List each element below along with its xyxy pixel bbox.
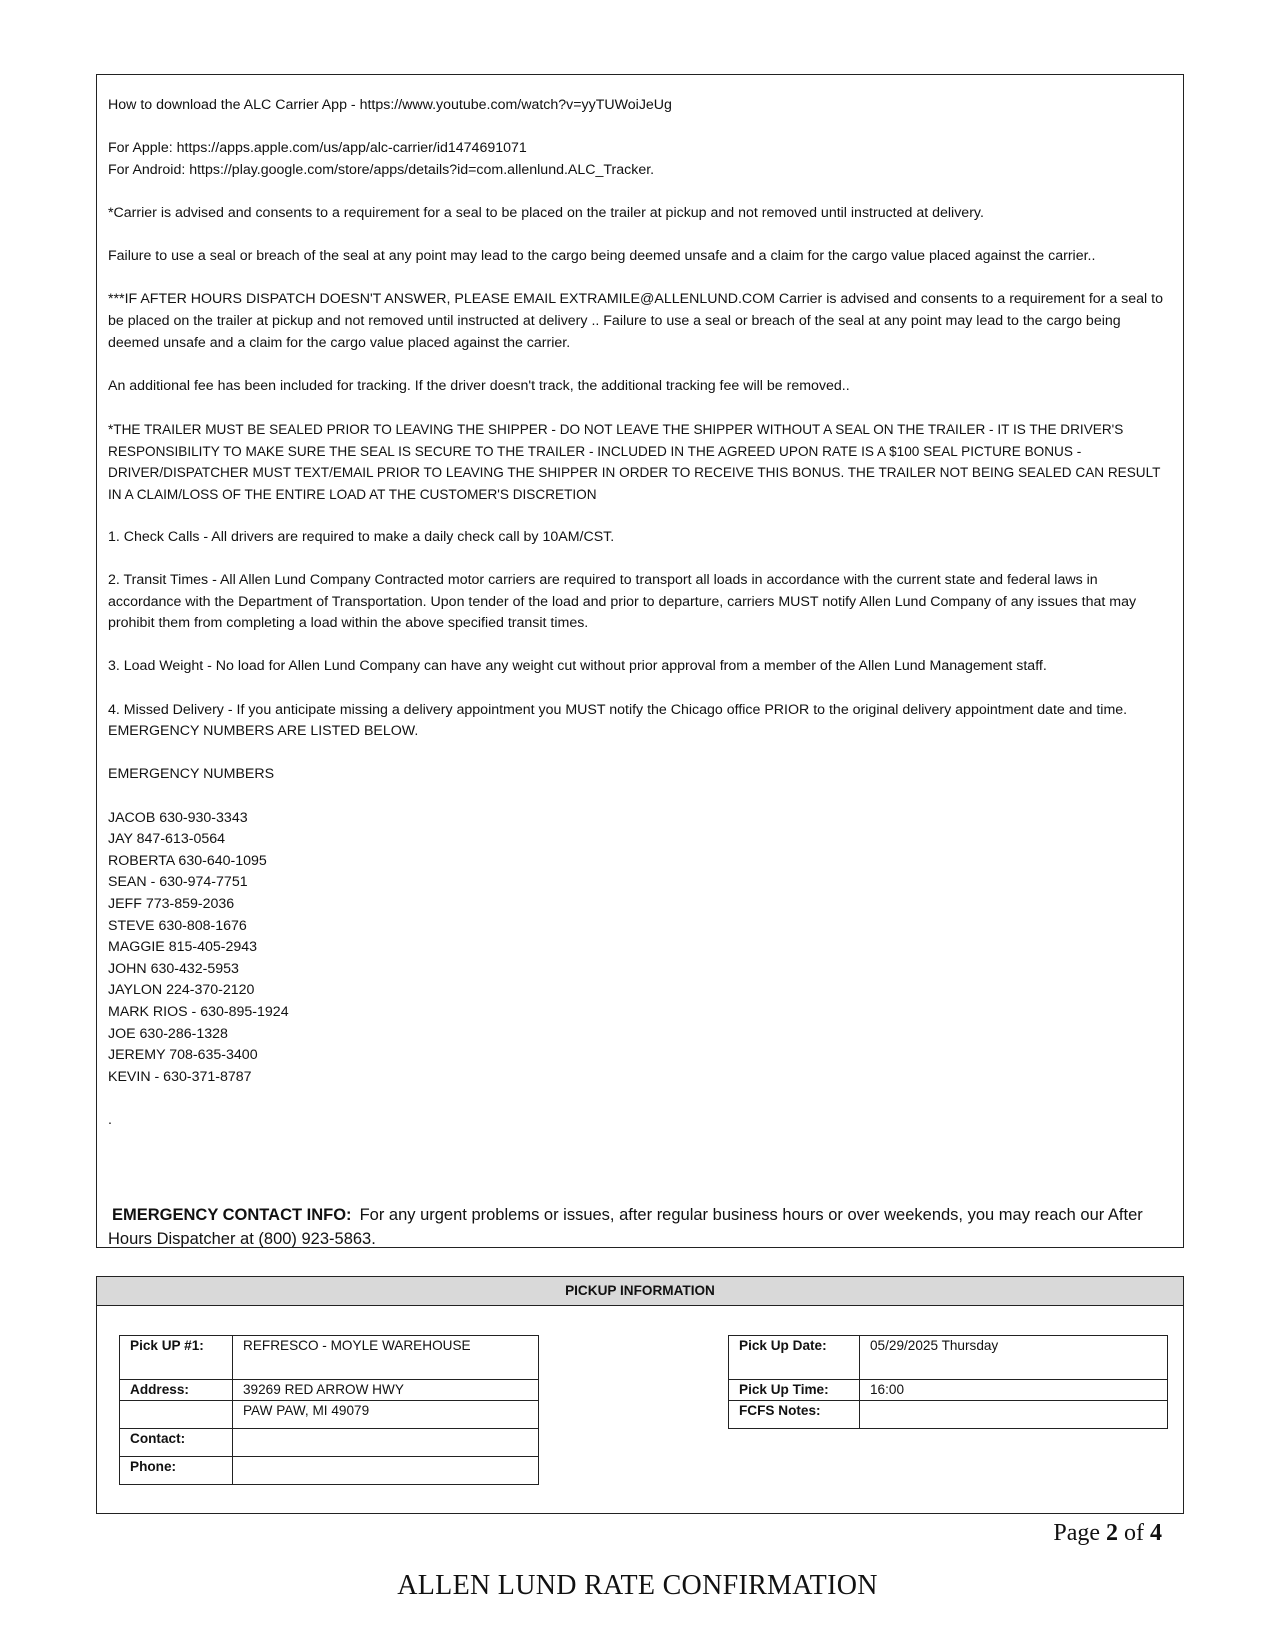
instruction-paragraph: Failure to use a seal or breach of the seal at any point may lead to the cargo being deemed unsafe and a claim for the cargo value placed against the carrier.. (108, 248, 1096, 265)
emergency-numbers-list (108, 808, 1173, 1089)
emergency-number-item: SEAN - 630-974-7751 (108, 874, 248, 891)
phone-label: Phone: (120, 1457, 233, 1485)
instruction-paragraph: An additional fee has been included for tracking. If the driver doesn't track, the additional tracking fee will be removed.. (108, 377, 850, 394)
pickup-number-label: Pick UP #1: (120, 1336, 233, 1380)
pickup-information-section (96, 1276, 1184, 1514)
instruction-paragraph: For Apple: https://apps.apple.com/us/app/alc-carrier/id1474691071 (108, 140, 527, 157)
emergency-contact-info (108, 1203, 1169, 1251)
page-prefix: Page (1053, 1520, 1106, 1546)
emergency-contact-label: EMERGENCY CONTACT INFO: (112, 1206, 352, 1224)
emergency-number-item: KEVIN - 630-371-8787 (108, 1068, 252, 1085)
fcfs-notes-value (860, 1401, 1168, 1429)
instruction-paragraph: 1. Check Calls - All drivers are required to make a daily check call by 10AM/CST. (108, 528, 615, 545)
contact-value (233, 1429, 539, 1457)
instruction-paragraph: *Carrier is advised and consents to a requirement for a seal to be placed on the trailer at pickup and not removed until instructed at delivery. (108, 204, 984, 221)
fcfs-notes-label: FCFS Notes: (729, 1401, 860, 1429)
address-label: Address: (120, 1380, 233, 1401)
pickup-time-label: Pick Up Time: (729, 1380, 860, 1401)
pickup-number-value: REFRESCO - MOYLE WAREHOUSE (233, 1336, 539, 1380)
pickup-information-header: PICKUP INFORMATION (97, 1277, 1183, 1306)
instruction-paragraph: EMERGENCY NUMBERS (108, 766, 275, 783)
trailing-dot: . (108, 1111, 112, 1128)
emergency-number-item: MAGGIE 815-405-2943 (108, 939, 258, 956)
pickup-date-value: 05/29/2025 Thursday (860, 1336, 1168, 1380)
emergency-number-item: JACOB 630-930-3343 (108, 809, 248, 826)
emergency-number-item: JOHN 630-432-5953 (108, 960, 239, 977)
emergency-number-item: JEREMY 708-635-3400 (108, 1047, 258, 1064)
address-line-1: 39269 RED ARROW HWY (233, 1380, 539, 1401)
address-label-blank (120, 1401, 233, 1429)
instruction-paragraph: 4. Missed Delivery - If you anticipate missing a delivery appointment you MUST notify the Chicago office PRIOR to the original delivery appointment date and time. EMERGENCY NUMBERS ARE LISTED BELOW. (108, 701, 1128, 740)
instruction-paragraph: *THE TRAILER MUST BE SEALED PRIOR TO LEAVING THE SHIPPER - DO NOT LEAVE THE SHIPPER WITHOUT A SEAL ON THE TRAILER - IT IS THE DRIVER'S RESPONSIBILITY TO MAKE SURE THE SEAL IS SECURE TO THE TRAILER - INCLUDED IN THE AGREED UPON RATE IS A $100 SEAL PICTURE BONUS - DRIVER/DISPATCHER MUST TEXT/EMAIL PRIOR TO LEAVING THE SHIPPER IN ORDER TO RECEIVE THIS BONUS. THE TRAILER NOT BEING SEALED CAN RESULT IN A CLAIM/LOSS OF THE ENTIRE LOAD AT THE CUSTOMER'S DISCRETION (108, 421, 1161, 502)
document-footer-title: ALLEN LUND RATE CONFIRMATION (397, 1570, 878, 1601)
pickup-date-label: Pick Up Date: (729, 1336, 860, 1380)
emergency-contact-text: For any urgent problems or issues, after regular business hours or over weekends, you may reach our After Hours Dispatcher at (800) 923-5863. (108, 1206, 1143, 1248)
instruction-paragraph: How to download the ALC Carrier App - https://www.youtube.com/watch?v=yyTUWoiJeUg (108, 97, 672, 113)
instruction-paragraph: For Android: https://play.google.com/store/apps/details?id=com.allenlund.ALC_Tracker. (108, 161, 655, 178)
carrier-instructions (108, 95, 1173, 786)
emergency-number-item: JOE 630-286-1328 (108, 1025, 228, 1042)
page-of: of (1118, 1520, 1150, 1546)
instruction-paragraph: 3. Load Weight - No load for Allen Lund Company can have any weight cut without prior approval from a member of the Allen Lund Management staff. (108, 658, 1047, 675)
pickup-time-value: 16:00 (860, 1380, 1168, 1401)
address-line-2: PAW PAW, MI 49079 (233, 1401, 539, 1429)
emergency-number-item: JAY 847-613-0564 (108, 831, 226, 848)
emergency-number-item: JEFF 773-859-2036 (108, 895, 235, 912)
pickup-location-table (119, 1335, 539, 1485)
page-number (1053, 1520, 1162, 1547)
emergency-number-item: STEVE 630-808-1676 (108, 917, 247, 934)
page-total: 4 (1150, 1520, 1162, 1546)
carrier-instructions-box (96, 74, 1184, 1248)
emergency-number-item: ROBERTA 630-640-1095 (108, 852, 267, 869)
contact-label: Contact: (120, 1429, 233, 1457)
pickup-schedule-table (728, 1335, 1168, 1429)
phone-value (233, 1457, 539, 1485)
page-current: 2 (1106, 1520, 1118, 1546)
instruction-paragraph: ***IF AFTER HOURS DISPATCH DOESN'T ANSWER, PLEASE EMAIL EXTRAMILE@ALLENLUND.COM Carrier is advised and consents to a requirement for a seal to be placed on the trailer at pickup and not removed until instructed at delivery .. Failure to use a seal or breach of the seal at any point may lead to the cargo being deemed unsafe and a claim for the cargo value placed against the carrier. (108, 291, 1163, 351)
emergency-number-item: MARK RIOS - 630-895-1924 (108, 1003, 289, 1020)
emergency-number-item: JAYLON 224-370-2120 (108, 982, 255, 999)
instruction-paragraph: 2. Transit Times - All Allen Lund Company Contracted motor carriers are required to transport all loads in accordance with the current state and federal laws in accordance with the Department of Transportation. Upon tender of the load and prior to departure, carriers MUST notify Allen Lund Company of any issues that may prohibit them from completing a load within the above specified transit times. (108, 572, 1137, 632)
